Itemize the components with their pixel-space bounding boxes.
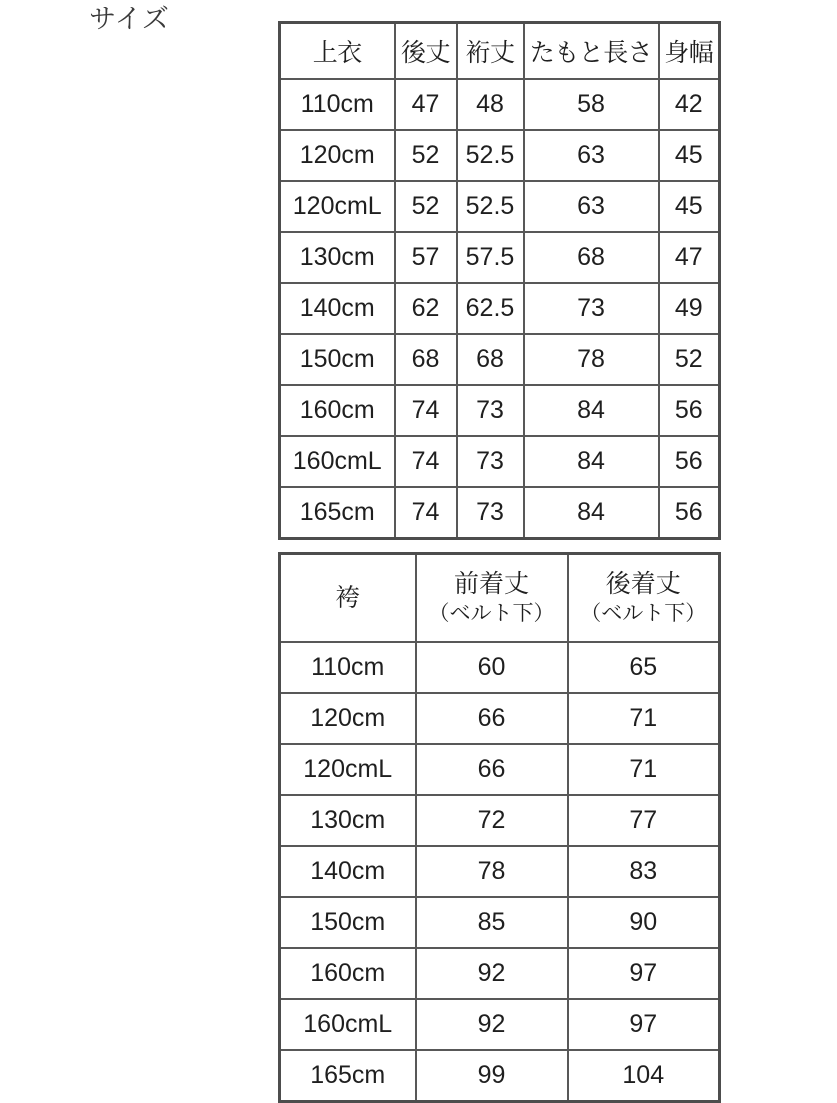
table-row — [280, 897, 720, 948]
table-row — [280, 385, 720, 436]
jacket-cell-width: 56 — [659, 385, 720, 436]
hakama-cell-back: 71 — [568, 693, 720, 744]
table-row — [280, 948, 720, 999]
table-row — [280, 283, 720, 334]
hakama-header-front-sub: （ベルト下） — [428, 602, 555, 625]
table-row — [280, 642, 720, 693]
hakama-header-size-main: 袴 — [335, 584, 361, 612]
table-row — [280, 744, 720, 795]
hakama-cell-front: 66 — [416, 744, 568, 795]
jacket-cell-back: 52 — [395, 181, 457, 232]
jacket-header-size: 上衣 — [280, 23, 395, 80]
hakama-header-back-main: 後着丈 — [605, 570, 681, 598]
table-row — [280, 487, 720, 539]
hakama-cell-size: 120cmL — [280, 744, 416, 795]
jacket-header-tamoto: たもと長さ — [524, 23, 659, 80]
hakama-cell-front: 66 — [416, 693, 568, 744]
hakama-cell-size: 130cm — [280, 795, 416, 846]
jacket-size-table — [278, 21, 721, 540]
table-row — [280, 1050, 720, 1102]
jacket-cell-tamoto: 73 — [524, 283, 659, 334]
hakama-cell-back: 104 — [568, 1050, 720, 1102]
hakama-cell-size: 140cm — [280, 846, 416, 897]
hakama-cell-front: 92 — [416, 999, 568, 1050]
hakama-table-header-row — [280, 554, 720, 643]
page-title: サイズ — [89, 4, 170, 34]
table-row — [280, 130, 720, 181]
jacket-cell-tamoto: 58 — [524, 79, 659, 130]
jacket-cell-back: 74 — [395, 487, 457, 539]
hakama-cell-back: 97 — [568, 999, 720, 1050]
table-row — [280, 795, 720, 846]
table-row — [280, 181, 720, 232]
jacket-cell-tamoto: 78 — [524, 334, 659, 385]
jacket-cell-span: 73 — [457, 436, 524, 487]
jacket-header-back-length: 後丈 — [395, 23, 457, 80]
jacket-cell-tamoto: 63 — [524, 181, 659, 232]
jacket-cell-width: 56 — [659, 436, 720, 487]
hakama-cell-back: 97 — [568, 948, 720, 999]
jacket-cell-size: 110cm — [280, 79, 395, 130]
jacket-cell-span: 73 — [457, 385, 524, 436]
jacket-cell-span: 62.5 — [457, 283, 524, 334]
jacket-cell-tamoto: 84 — [524, 436, 659, 487]
jacket-cell-span: 52.5 — [457, 130, 524, 181]
jacket-cell-size: 140cm — [280, 283, 395, 334]
jacket-header-body-width: 身幅 — [659, 23, 720, 80]
hakama-cell-front: 72 — [416, 795, 568, 846]
hakama-cell-front: 60 — [416, 642, 568, 693]
jacket-cell-back: 47 — [395, 79, 457, 130]
hakama-cell-back: 71 — [568, 744, 720, 795]
jacket-cell-back: 68 — [395, 334, 457, 385]
jacket-cell-size: 160cmL — [280, 436, 395, 487]
hakama-cell-size: 165cm — [280, 1050, 416, 1102]
hakama-cell-back: 65 — [568, 642, 720, 693]
table-row — [280, 232, 720, 283]
jacket-cell-width: 42 — [659, 79, 720, 130]
jacket-cell-span: 68 — [457, 334, 524, 385]
jacket-cell-tamoto: 63 — [524, 130, 659, 181]
jacket-cell-size: 150cm — [280, 334, 395, 385]
hakama-cell-size: 110cm — [280, 642, 416, 693]
table-row — [280, 846, 720, 897]
hakama-table-body — [280, 554, 720, 1102]
jacket-cell-size: 120cmL — [280, 181, 395, 232]
jacket-cell-tamoto: 84 — [524, 385, 659, 436]
table-row — [280, 693, 720, 744]
jacket-cell-back: 74 — [395, 385, 457, 436]
hakama-header-back-length — [568, 554, 720, 643]
jacket-cell-span: 48 — [457, 79, 524, 130]
hakama-header-back-sub: （ベルト下） — [580, 602, 707, 625]
hakama-cell-size: 120cm — [280, 693, 416, 744]
hakama-cell-front: 78 — [416, 846, 568, 897]
jacket-cell-span: 73 — [457, 487, 524, 539]
jacket-cell-size: 120cm — [280, 130, 395, 181]
jacket-cell-width: 49 — [659, 283, 720, 334]
jacket-cell-size: 160cm — [280, 385, 395, 436]
jacket-cell-size: 130cm — [280, 232, 395, 283]
hakama-cell-size: 160cmL — [280, 999, 416, 1050]
hakama-header-front-length — [416, 554, 568, 643]
table-row — [280, 999, 720, 1050]
jacket-cell-width: 47 — [659, 232, 720, 283]
jacket-cell-back: 62 — [395, 283, 457, 334]
jacket-cell-tamoto: 84 — [524, 487, 659, 539]
hakama-cell-size: 160cm — [280, 948, 416, 999]
jacket-cell-back: 52 — [395, 130, 457, 181]
hakama-header-front-main: 前着丈 — [453, 570, 529, 598]
hakama-header-size — [280, 554, 416, 643]
hakama-size-table — [278, 552, 721, 1103]
jacket-cell-span: 52.5 — [457, 181, 524, 232]
jacket-cell-back: 74 — [395, 436, 457, 487]
hakama-cell-front: 92 — [416, 948, 568, 999]
table-row — [280, 79, 720, 130]
jacket-cell-width: 45 — [659, 181, 720, 232]
jacket-table-body — [280, 23, 720, 539]
hakama-cell-front: 85 — [416, 897, 568, 948]
jacket-cell-size: 165cm — [280, 487, 395, 539]
hakama-cell-back: 77 — [568, 795, 720, 846]
hakama-cell-front: 99 — [416, 1050, 568, 1102]
hakama-cell-size: 150cm — [280, 897, 416, 948]
jacket-cell-back: 57 — [395, 232, 457, 283]
jacket-cell-width: 56 — [659, 487, 720, 539]
hakama-cell-back: 83 — [568, 846, 720, 897]
jacket-cell-width: 52 — [659, 334, 720, 385]
jacket-header-sleeve-span: 裄丈 — [457, 23, 524, 80]
jacket-cell-tamoto: 68 — [524, 232, 659, 283]
hakama-cell-back: 90 — [568, 897, 720, 948]
table-row — [280, 334, 720, 385]
table-row — [280, 436, 720, 487]
jacket-table-header-row — [280, 23, 720, 80]
jacket-cell-width: 45 — [659, 130, 720, 181]
jacket-cell-span: 57.5 — [457, 232, 524, 283]
